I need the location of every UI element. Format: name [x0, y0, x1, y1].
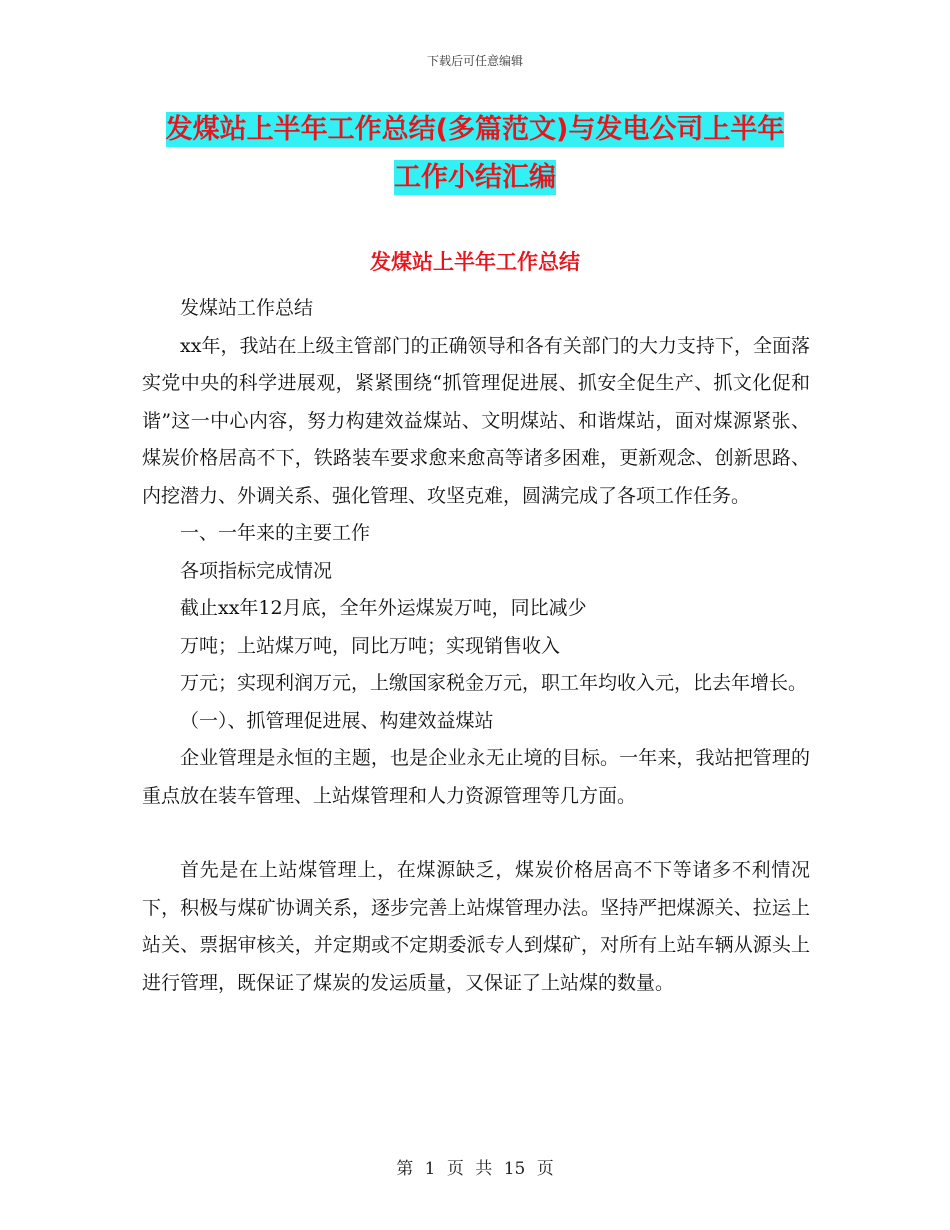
- paragraph-stats-3: 万元；实现利润万元，上缴国家税金万元，职工年均收入元，比去年增长。: [180, 672, 808, 694]
- paragraph-coal-management: 首先是在上站煤管理上，在煤源缺乏，煤炭价格居高不下等诸多不利情况下，积极与煤矿协调关系，逐步完善上站煤管理办法。坚持严把煤源关、拉运上站关、票据审核关，并定期或不定期委派专人到煤矿，对所有上站车辆从源头上进行管理，既保证了煤炭的发运质量，又保证了上站煤的数量。: [142, 859, 810, 994]
- document-title-line-1: 发煤站上半年工作总结(多篇范文)与发电公司上半年: [165, 114, 785, 145]
- paragraph-stats-2: 万吨；上站煤万吨，同比万吨；实现销售收入: [180, 634, 561, 657]
- paragraph-intro: xx年，我站在上级主管部门的正确领导和各有关部门的大力支持下，全面落实党中央的科学进展观，紧紧围绕“抓管理促进展、抓安全促生产、抓文化促和谐”这一中心内容，努力构建效益煤站、文明煤站、和谐煤站，面对煤源紧张、煤炭价格居高不下，铁路装车要求愈来愈高等诸多困难，更新观念、创新思路、内挖潜力、外调关系、强化管理、攻坚克难，圆满完成了各项工作任务。: [142, 334, 810, 507]
- paragraph-heading-indicators: 各项指标完成情况: [180, 559, 333, 582]
- document-body: [142, 290, 810, 1002]
- paragraph-heading-management: （一）、抓管理促进展、构建效益煤站: [180, 709, 494, 732]
- paragraph-management: 企业管理是永恒的主题，也是企业永无止境的目标。一年来，我站把管理的重点放在装车管理、上站煤管理和人力资源管理等几方面。: [142, 747, 810, 807]
- paragraph-stats-1: 截止xx年12月底，全年外运煤炭万吨，同比减少: [180, 597, 587, 619]
- section-title: 发煤站上半年工作总结: [370, 250, 580, 274]
- document-title-line-2: 工作小结汇编: [394, 162, 556, 193]
- page-header-note: 下载后可任意编辑: [426, 54, 523, 68]
- paragraph-heading-main-work: 一、一年来的主要工作: [180, 522, 371, 544]
- page-number-footer: 第 1 页 共 15 页: [396, 1159, 554, 1179]
- document-title: [140, 106, 810, 202]
- paragraph-subtitle: 发煤站工作总结: [180, 297, 314, 319]
